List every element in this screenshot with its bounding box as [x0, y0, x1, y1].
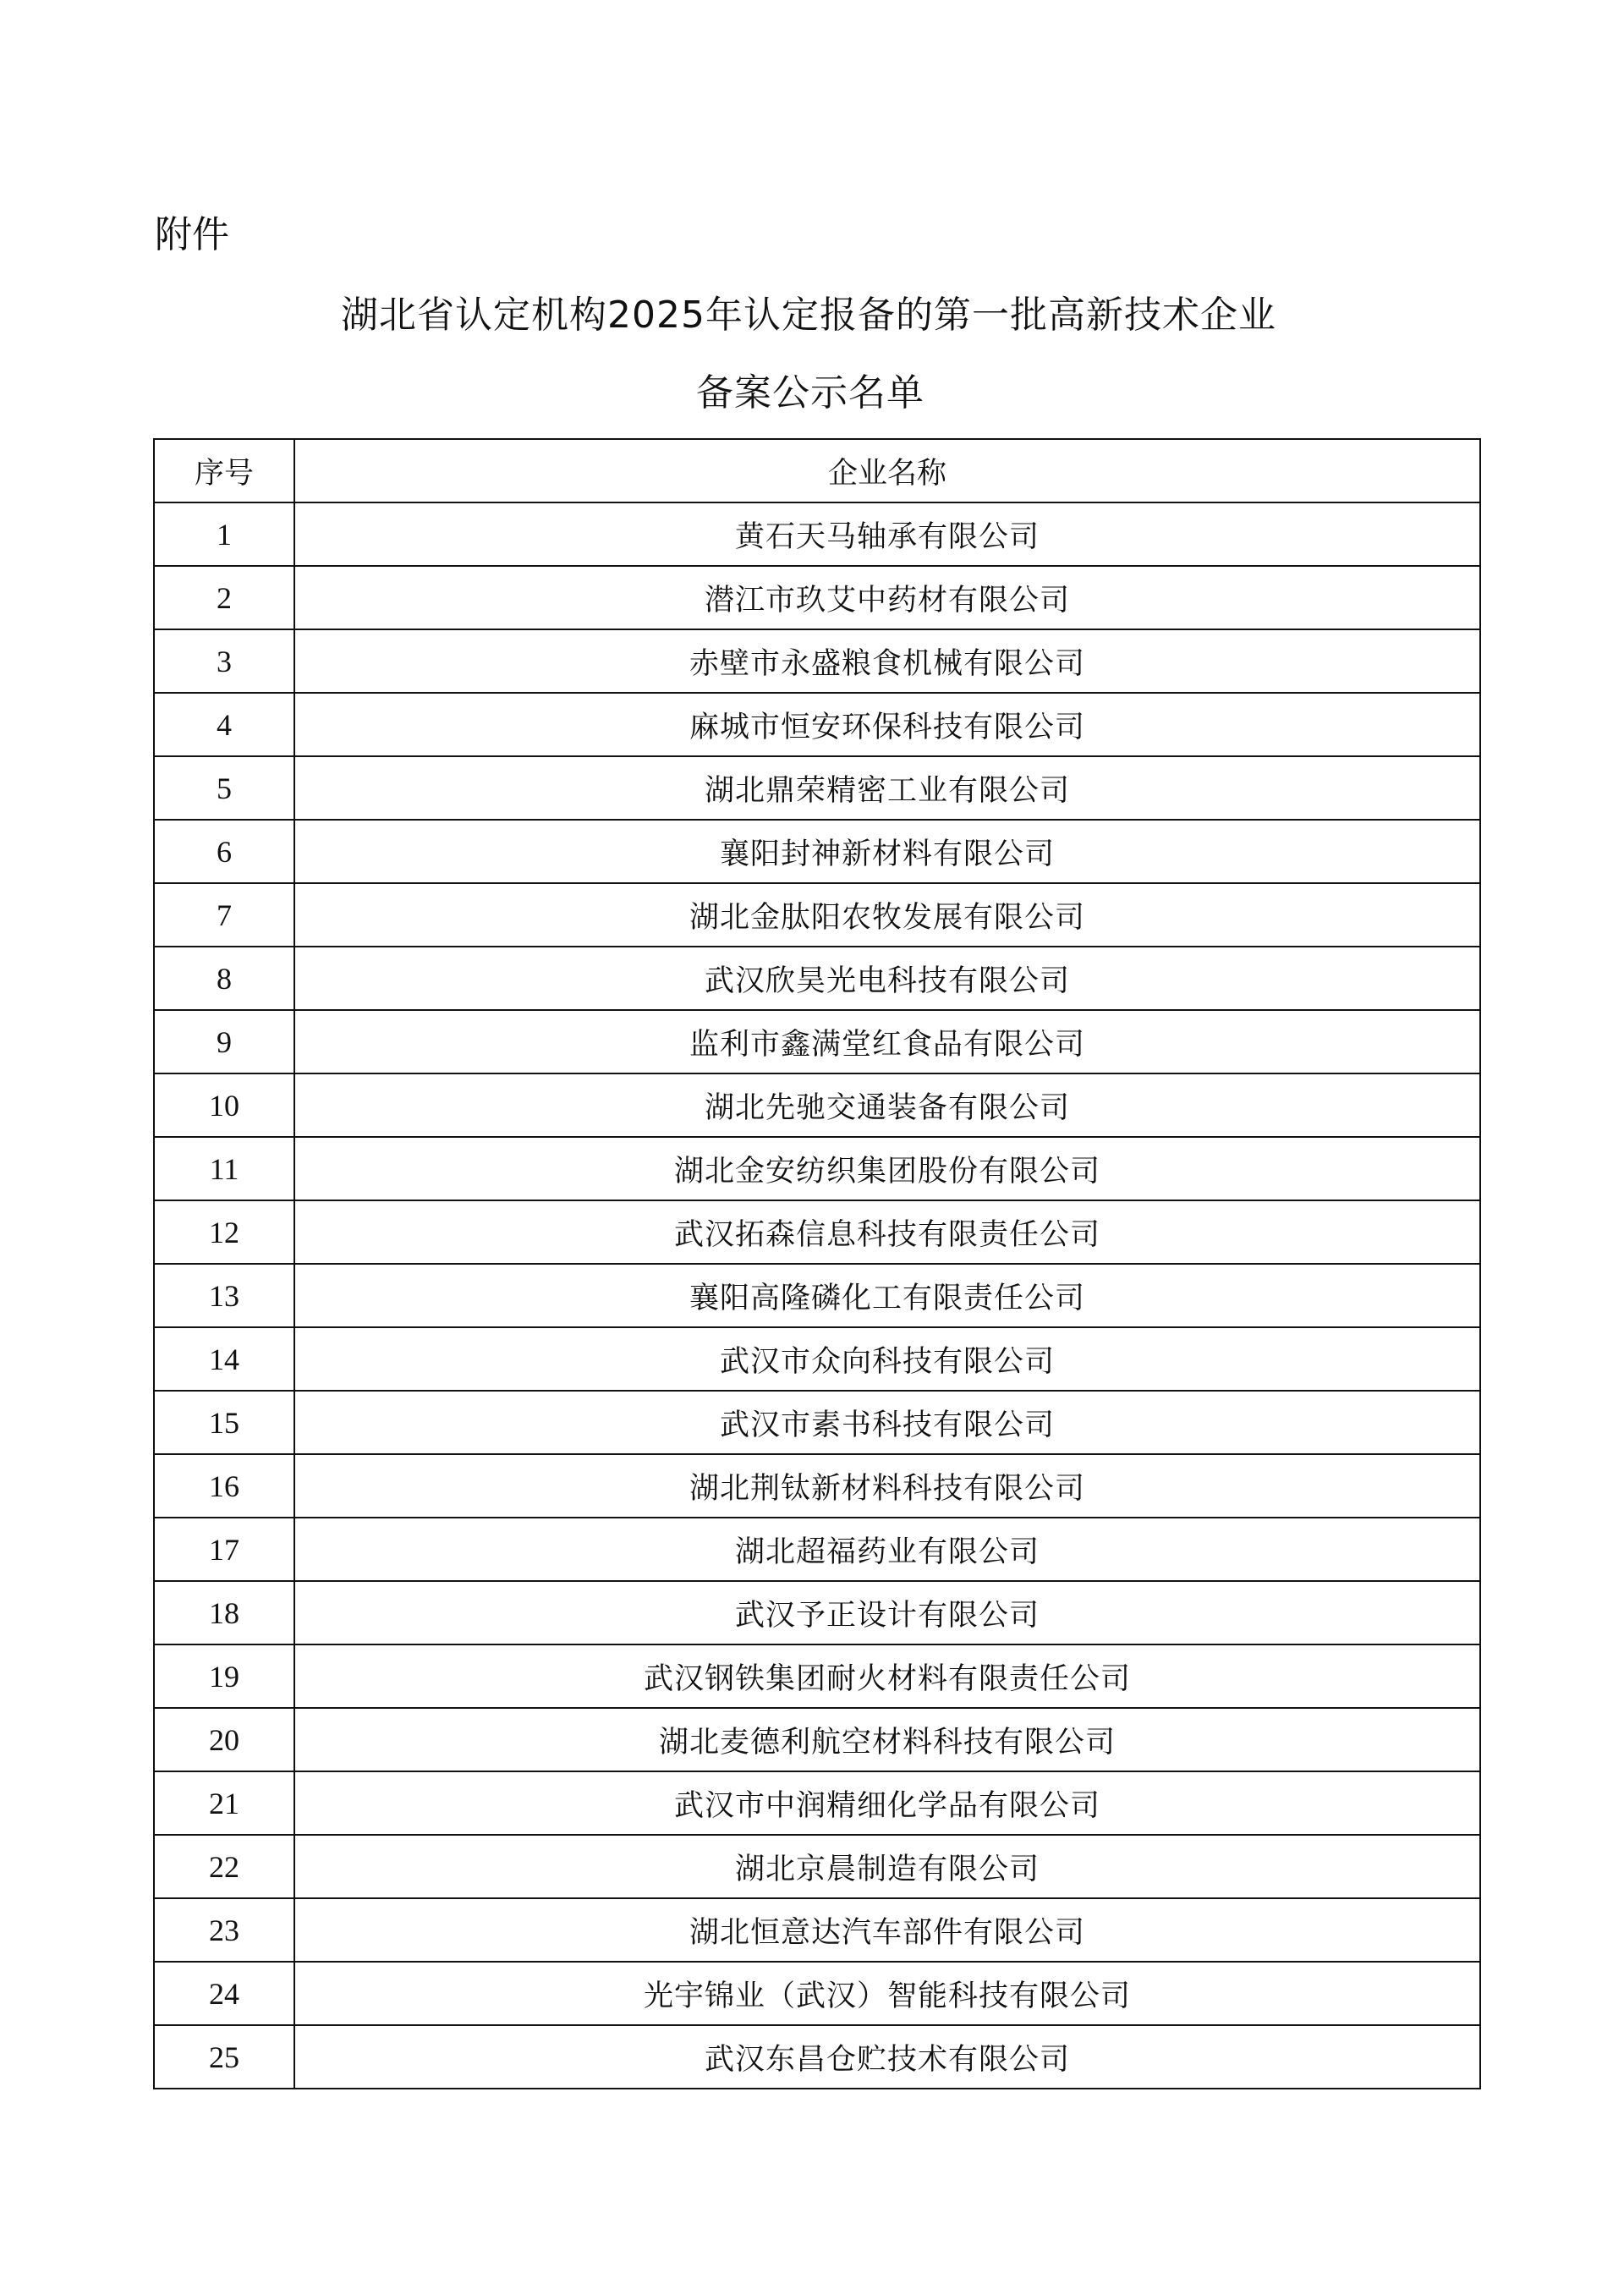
row-number: 7 [154, 883, 294, 947]
row-number: 25 [154, 2025, 294, 2089]
table-row [154, 1898, 1480, 1962]
row-number: 6 [154, 820, 294, 883]
table-body [154, 502, 1480, 2089]
table-row [154, 1137, 1480, 1200]
company-name: 武汉钢铁集团耐火材料有限责任公司 [294, 1644, 1480, 1708]
table-row [154, 1835, 1480, 1898]
company-name: 湖北恒意达汽车部件有限公司 [294, 1898, 1480, 1962]
company-name: 湖北先驰交通装备有限公司 [294, 1073, 1480, 1137]
table-row [154, 1454, 1480, 1518]
company-list-table [153, 438, 1481, 2089]
company-name: 赤壁市永盛粮食机械有限公司 [294, 629, 1480, 693]
company-name: 湖北麦德利航空材料科技有限公司 [294, 1708, 1480, 1771]
table-row [154, 1644, 1480, 1708]
row-number: 1 [154, 502, 294, 566]
table-row [154, 566, 1480, 629]
company-name: 湖北超福药业有限公司 [294, 1518, 1480, 1581]
row-number: 5 [154, 756, 294, 820]
table-row [154, 1391, 1480, 1454]
table-row [154, 1708, 1480, 1771]
company-name: 麻城市恒安环保科技有限公司 [294, 693, 1480, 756]
row-number: 16 [154, 1454, 294, 1518]
document-title-line-2: 备案公示名单 [696, 371, 924, 415]
table-row [154, 756, 1480, 820]
table-row [154, 1327, 1480, 1391]
row-number: 24 [154, 1962, 294, 2025]
company-name: 湖北京晨制造有限公司 [294, 1835, 1480, 1898]
company-name: 襄阳封神新材料有限公司 [294, 820, 1480, 883]
table-row [154, 1771, 1480, 1835]
company-name: 武汉东昌仓贮技术有限公司 [294, 2025, 1480, 2089]
company-name: 湖北荆钛新材料科技有限公司 [294, 1454, 1480, 1518]
row-number: 4 [154, 693, 294, 756]
table-row [154, 1200, 1480, 1264]
row-number: 13 [154, 1264, 294, 1327]
company-name: 黄石天马轴承有限公司 [294, 502, 1480, 566]
row-number: 17 [154, 1518, 294, 1581]
row-number: 12 [154, 1200, 294, 1264]
company-name: 湖北金肽阳农牧发展有限公司 [294, 883, 1480, 947]
row-number: 10 [154, 1073, 294, 1137]
table-row [154, 629, 1480, 693]
company-name: 武汉拓森信息科技有限责任公司 [294, 1200, 1480, 1264]
company-name: 襄阳高隆磷化工有限责任公司 [294, 1264, 1480, 1327]
row-number: 20 [154, 1708, 294, 1771]
table-row [154, 502, 1480, 566]
company-name: 武汉市中润精细化学品有限公司 [294, 1771, 1480, 1835]
row-number: 22 [154, 1835, 294, 1898]
header-company-name: 企业名称 [294, 439, 1480, 502]
header-number: 序号 [154, 439, 294, 502]
company-name: 武汉市素书科技有限公司 [294, 1391, 1480, 1454]
row-number: 2 [154, 566, 294, 629]
company-name: 光宇锦业（武汉）智能科技有限公司 [294, 1962, 1480, 2025]
table-row [154, 820, 1480, 883]
row-number: 3 [154, 629, 294, 693]
row-number: 8 [154, 947, 294, 1010]
row-number: 18 [154, 1581, 294, 1644]
row-number: 14 [154, 1327, 294, 1391]
company-name: 湖北鼎荣精密工业有限公司 [294, 756, 1480, 820]
attachment-label: 附件 [155, 213, 229, 256]
row-number: 19 [154, 1644, 294, 1708]
company-name: 武汉市众向科技有限公司 [294, 1327, 1480, 1391]
table-row [154, 1518, 1480, 1581]
table-row [154, 693, 1480, 756]
row-number: 15 [154, 1391, 294, 1454]
row-number: 9 [154, 1010, 294, 1073]
table-row [154, 947, 1480, 1010]
table-header-row [154, 439, 1480, 502]
row-number: 23 [154, 1898, 294, 1962]
company-name: 武汉欣昊光电科技有限公司 [294, 947, 1480, 1010]
company-name: 武汉予正设计有限公司 [294, 1581, 1480, 1644]
row-number: 11 [154, 1137, 294, 1200]
company-name: 潜江市玖艾中药材有限公司 [294, 566, 1480, 629]
document-title-line-1: 湖北省认定机构2025年认定报备的第一批高新技术企业 [341, 294, 1276, 337]
table-row [154, 1581, 1480, 1644]
table-row [154, 2025, 1480, 2089]
table-row [154, 1264, 1480, 1327]
company-name: 湖北金安纺织集团股份有限公司 [294, 1137, 1480, 1200]
company-name: 监利市鑫满堂红食品有限公司 [294, 1010, 1480, 1073]
table-row [154, 1010, 1480, 1073]
table-row [154, 883, 1480, 947]
row-number: 21 [154, 1771, 294, 1835]
table-row [154, 1962, 1480, 2025]
table-row [154, 1073, 1480, 1137]
